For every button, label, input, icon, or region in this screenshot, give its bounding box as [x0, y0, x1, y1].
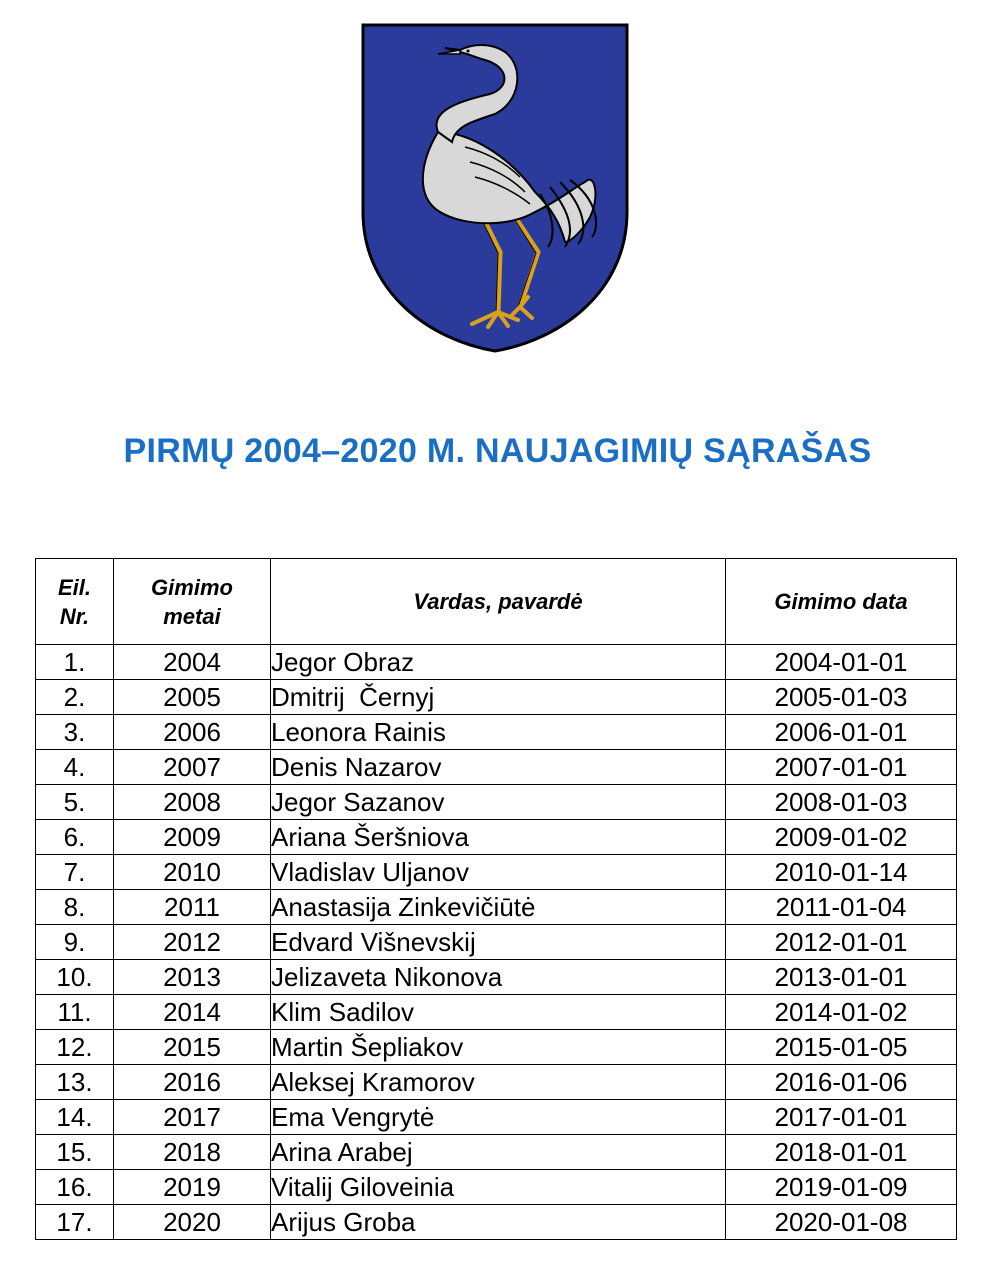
header-number-line2: Nr. — [59, 603, 90, 629]
table-row — [36, 890, 957, 925]
cell-name: Ema Vengrytė — [271, 1100, 726, 1135]
table-header-row — [36, 559, 957, 645]
cell-name: Edvard Višnevskij — [271, 925, 726, 960]
cell-name: Arina Arabej — [271, 1135, 726, 1170]
cell-name: Jegor Sazanov — [271, 785, 726, 820]
cell-date: 2020-01-08 — [726, 1205, 957, 1240]
cell-number: 15. — [36, 1135, 114, 1170]
header-birth-year — [114, 559, 271, 645]
cell-year: 2012 — [114, 925, 271, 960]
cell-number: 12. — [36, 1030, 114, 1065]
cell-year: 2017 — [114, 1100, 271, 1135]
cell-year: 2008 — [114, 785, 271, 820]
cell-year: 2004 — [114, 645, 271, 680]
table-row — [36, 1100, 957, 1135]
cell-number: 13. — [36, 1065, 114, 1100]
cell-date: 2015-01-05 — [726, 1030, 957, 1065]
table-row — [36, 785, 957, 820]
cell-year: 2009 — [114, 820, 271, 855]
table-row — [36, 1135, 957, 1170]
cell-date: 2004-01-01 — [726, 645, 957, 680]
cell-number: 10. — [36, 960, 114, 995]
cell-name: Leonora Rainis — [271, 715, 726, 750]
page-title: PIRMŲ 2004–2020 M. NAUJAGIMIŲ SĄRAŠAS — [123, 432, 872, 470]
cell-name: Dmitrij Černyj — [271, 680, 726, 715]
cell-year: 2016 — [114, 1065, 271, 1100]
cell-name: Jegor Obraz — [271, 645, 726, 680]
table-row — [36, 855, 957, 890]
cell-name: Anastasija Zinkevičiūtė — [271, 890, 726, 925]
cell-year: 2014 — [114, 995, 271, 1030]
table-row — [36, 995, 957, 1030]
cell-name: Jelizaveta Nikonova — [271, 960, 726, 995]
table-row — [36, 1170, 957, 1205]
cell-year: 2018 — [114, 1135, 271, 1170]
cell-year: 2011 — [114, 890, 271, 925]
table-row — [36, 960, 957, 995]
cell-name: Vitalij Giloveinia — [271, 1170, 726, 1205]
table-row — [36, 715, 957, 750]
cell-number: 5. — [36, 785, 114, 820]
cell-number: 1. — [36, 645, 114, 680]
cell-year: 2010 — [114, 855, 271, 890]
table-row — [36, 1030, 957, 1065]
cell-date: 2017-01-01 — [726, 1100, 957, 1135]
cell-name: Vladislav Uljanov — [271, 855, 726, 890]
cell-number: 3. — [36, 715, 114, 750]
cell-number: 11. — [36, 995, 114, 1030]
cell-number: 14. — [36, 1100, 114, 1135]
cell-number: 17. — [36, 1205, 114, 1240]
cell-name: Martin Šepliakov — [271, 1030, 726, 1065]
cell-number: 9. — [36, 925, 114, 960]
header-birth-year-line1: Gimimo — [151, 574, 233, 600]
cell-date: 2009-01-02 — [726, 820, 957, 855]
cell-date: 2006-01-01 — [726, 715, 957, 750]
cell-date: 2007-01-01 — [726, 750, 957, 785]
cell-date: 2014-01-02 — [726, 995, 957, 1030]
table-row — [36, 645, 957, 680]
table-row — [36, 1205, 957, 1240]
cell-number: 6. — [36, 820, 114, 855]
cell-date: 2008-01-03 — [726, 785, 957, 820]
cell-name: Arijus Groba — [271, 1205, 726, 1240]
cell-year: 2005 — [114, 680, 271, 715]
cell-year: 2015 — [114, 1030, 271, 1065]
newborns-table — [35, 558, 957, 1240]
cell-year: 2020 — [114, 1205, 271, 1240]
header-number — [36, 559, 114, 645]
cell-date: 2005-01-03 — [726, 680, 957, 715]
cell-date: 2010-01-14 — [726, 855, 957, 890]
cell-date: 2018-01-01 — [726, 1135, 957, 1170]
cell-year: 2007 — [114, 750, 271, 785]
cell-date: 2019-01-09 — [726, 1170, 957, 1205]
cell-name: Ariana Šeršniova — [271, 820, 726, 855]
cell-date: 2011-01-04 — [726, 890, 957, 925]
table-row — [36, 1065, 957, 1100]
cell-name: Klim Sadilov — [271, 995, 726, 1030]
cell-number: 7. — [36, 855, 114, 890]
header-name: Vardas, pavardė — [271, 559, 726, 645]
header-number-line1: Eil. — [57, 574, 91, 600]
header-birth-date: Gimimo data — [726, 559, 957, 645]
cell-number: 8. — [36, 890, 114, 925]
cell-date: 2013-01-01 — [726, 960, 957, 995]
cell-number: 4. — [36, 750, 114, 785]
table-row — [36, 680, 957, 715]
cell-number: 2. — [36, 680, 114, 715]
cell-name: Denis Nazarov — [271, 750, 726, 785]
header-birth-year-line2: metai — [163, 603, 221, 629]
crane-coat-of-arms-icon — [360, 22, 630, 354]
cell-date: 2016-01-06 — [726, 1065, 957, 1100]
cell-date: 2012-01-01 — [726, 925, 957, 960]
cell-name: Aleksej Kramorov — [271, 1065, 726, 1100]
table-row — [36, 820, 957, 855]
cell-year: 2019 — [114, 1170, 271, 1205]
table-row — [36, 925, 957, 960]
cell-year: 2006 — [114, 715, 271, 750]
table-row — [36, 750, 957, 785]
cell-year: 2013 — [114, 960, 271, 995]
cell-number: 16. — [36, 1170, 114, 1205]
